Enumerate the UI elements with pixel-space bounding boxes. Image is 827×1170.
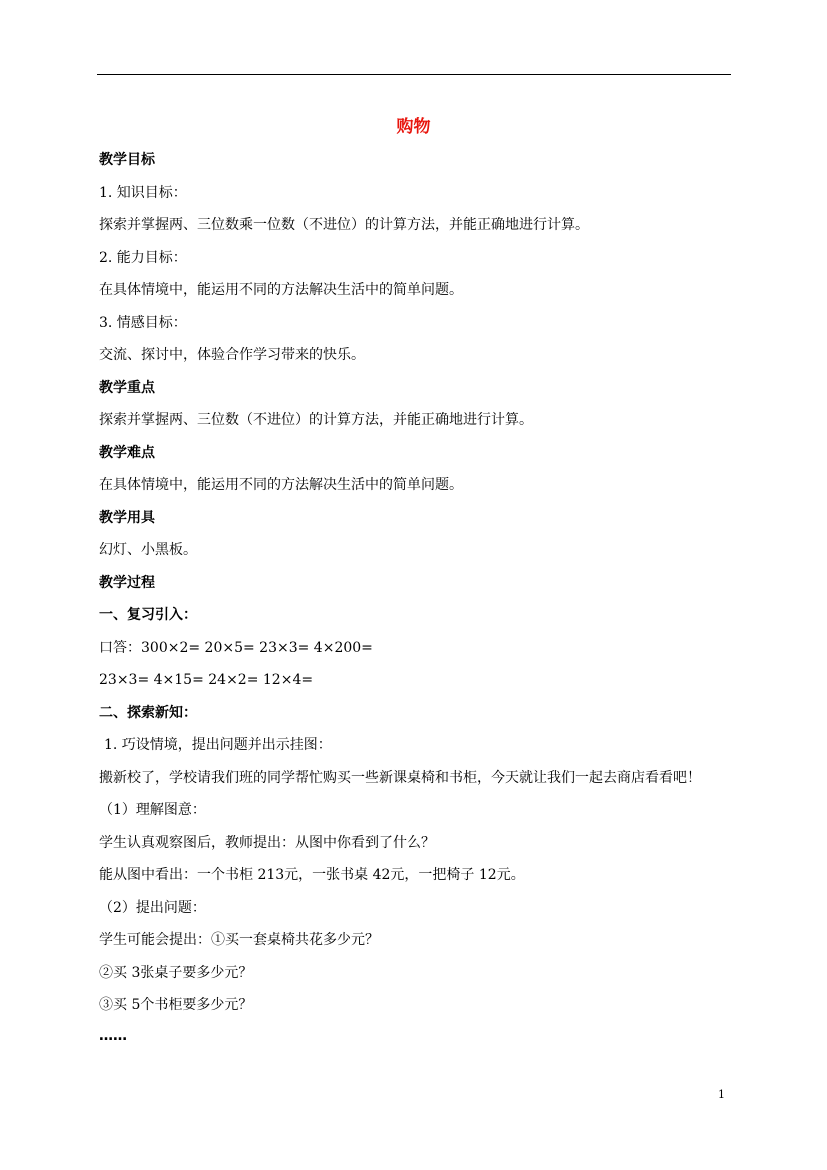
paragraph: 能从图中看出：一个书柜 213元，一张书桌 42元，一把椅子 12元。 bbox=[99, 867, 525, 883]
paragraph: ③买 5个书柜要多少元？ bbox=[99, 997, 253, 1013]
paragraph: 幻灯、小黑板。 bbox=[99, 542, 197, 558]
heading-review: 一、复习引入： bbox=[99, 607, 197, 623]
paragraph: 学生可能会提出：①买一套桌椅共花多少元？ bbox=[99, 932, 379, 948]
heading-explore: 二、探索新知： bbox=[99, 705, 197, 721]
paragraph: 学生认真观察图后，教师提出：从图中你看到了什么？ bbox=[99, 835, 435, 851]
heading-difficulties: 教学难点 bbox=[99, 445, 155, 461]
page-title: 购物 bbox=[396, 117, 431, 137]
paragraph: 探索并掌握两、三位数乘一位数（不进位）的计算方法，并能正确地进行计算。 bbox=[99, 217, 589, 233]
page-number: 1 bbox=[718, 1088, 725, 1101]
paragraph: 1. 巧设情境，提出问题并出示挂图： bbox=[104, 737, 332, 753]
paragraph: 在具体情境中，能运用不同的方法解决生活中的简单问题。 bbox=[99, 477, 463, 493]
heading-key-points: 教学重点 bbox=[99, 380, 155, 396]
paragraph: 2. 能力目标： bbox=[99, 250, 187, 266]
paragraph: （2）提出问题： bbox=[99, 900, 206, 916]
ellipsis: …… bbox=[99, 1028, 127, 1044]
header-rule bbox=[97, 74, 731, 75]
heading-teaching-process: 教学过程 bbox=[99, 575, 155, 591]
paragraph: 交流、探讨中，体验合作学习带来的快乐。 bbox=[99, 347, 365, 363]
paragraph: ②买 3张桌子要多少元？ bbox=[99, 965, 253, 981]
paragraph: 在具体情境中，能运用不同的方法解决生活中的简单问题。 bbox=[99, 282, 463, 298]
paragraph: 探索并掌握两、三位数（不进位）的计算方法，并能正确地进行计算。 bbox=[99, 412, 533, 428]
paragraph: 搬新校了，学校请我们班的同学帮忙购买一些新课桌椅和书柜，今天就让我们一起去商店看看吧！ bbox=[99, 770, 701, 786]
heading-teaching-goals: 教学目标 bbox=[99, 152, 155, 168]
paragraph: 口答：300×2= 20×5= 23×3= 4×200= bbox=[99, 640, 373, 656]
heading-teaching-tools: 教学用具 bbox=[99, 510, 155, 526]
paragraph: 1. 知识目标： bbox=[99, 185, 187, 201]
paragraph: 23×3= 4×15= 24×2= 12×4= bbox=[99, 672, 314, 688]
paragraph: （1）理解图意： bbox=[99, 802, 206, 818]
paragraph: 3. 情感目标： bbox=[99, 315, 187, 331]
